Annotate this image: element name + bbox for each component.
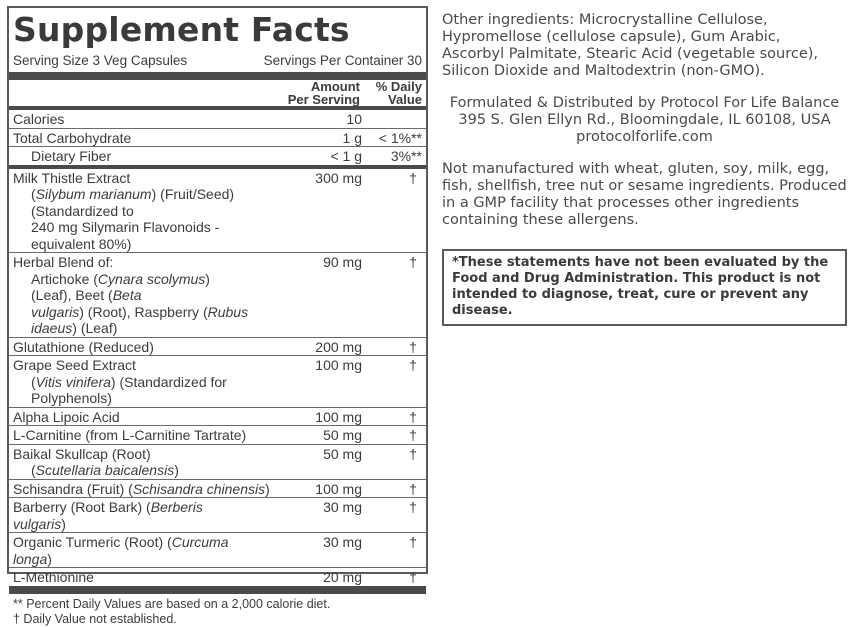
row-l-methionine: L-Methionine 20 mg † (9, 568, 426, 594)
servings-per-container: Servings Per Container 30 (263, 53, 422, 68)
row-grape-seed: Grape Seed Extract (Vitis vinifera) (Standardized for Polyphenols) 100 mg † (9, 356, 426, 408)
serving-info (13, 52, 422, 72)
daily-value-header: % Daily Value (375, 79, 422, 107)
other-ingredients: Other ingredients: Microcrystalline Cellulose, Hypromellose (cellulose capsule), Gum Arabic, Ascorbyl Palmitate, Stearic Acid (vegetable source), Silicon Dioxide and Maltodextrin (non-GMO). (442, 12, 819, 79)
website-text: protocolforlife.com (576, 129, 713, 145)
label-side-text (442, 12, 847, 326)
column-header (9, 80, 426, 110)
allergen-statement: Not manufactured with wheat, gluten, soy, milk, egg, fish, shellfish, tree nut or sesame ingredients. Produced in a GMP facility that processes other ingredients containing these allergens. (442, 161, 847, 228)
supplement-facts-panel (7, 6, 428, 626)
row-glutathione: Glutathione (Reduced) 200 mg † (9, 338, 426, 357)
row-schisandra: Schisandra (Fruit) (Schisandra chinensis) 100 mg † (9, 480, 426, 499)
row-baikal-skullcap: Baikal Skullcap (Root) (Scutellaria baicalensis) 50 mg † (9, 445, 426, 480)
supplement-facts-title: Supplement Facts (13, 10, 350, 49)
divider-thick (9, 72, 426, 80)
row-l-carnitine: L-Carnitine (from L-Carnitine Tartrate) 50 mg † (9, 426, 426, 445)
row-total-carbohydrate: Total Carbohydrate 1 g < 1%** (9, 129, 426, 148)
amount-header: Amount Per Serving (287, 79, 360, 107)
row-barberry: Barberry (Root Bark) (Berberis vulgaris) 30 mg † (9, 498, 426, 533)
row-organic-turmeric: Organic Turmeric (Root) (Curcuma longa) 30 mg † (9, 533, 426, 568)
serving-size: Serving Size 3 Veg Capsules (13, 53, 188, 68)
row-dietary-fiber: Dietary Fiber < 1 g 3%** (9, 147, 426, 169)
row-calories: Calories 10 (9, 110, 426, 129)
footnote-daily-values: ** Percent Daily Values are based on a 2,000 calorie diet. (13, 596, 331, 611)
footnotes (13, 594, 422, 627)
row-alpha-lipoic-acid: Alpha Lipoic Acid 100 mg † (9, 408, 426, 427)
row-milk-thistle: Milk Thistle Extract (Silybum marianum) (Fruit/Seed) (Standardized to 240 mg Silymarin Flavonoids - equivalent 80%) 300 mg † (9, 169, 426, 254)
distributor-info: Formulated & Distributed by Protocol For Life Balance 395 S. Glen Ellyn Rd., Bloomingdale, IL 60108, USA protocolforlife.com (449, 95, 840, 145)
fda-disclaimer-box: *These statements have not been evaluated by the Food and Drug Administration. This product is not intended to diagnose, treat, cure or prevent any disease. (442, 249, 847, 326)
row-herbal-blend: Herbal Blend of: Artichoke (Cynara scolymus) (Leaf), Beet (Beta vulgaris) (Root), Raspberry (Rubus idaeus) (Leaf) 90 mg † (9, 253, 426, 338)
footnote-dagger: † Daily Value not established. (13, 611, 177, 626)
